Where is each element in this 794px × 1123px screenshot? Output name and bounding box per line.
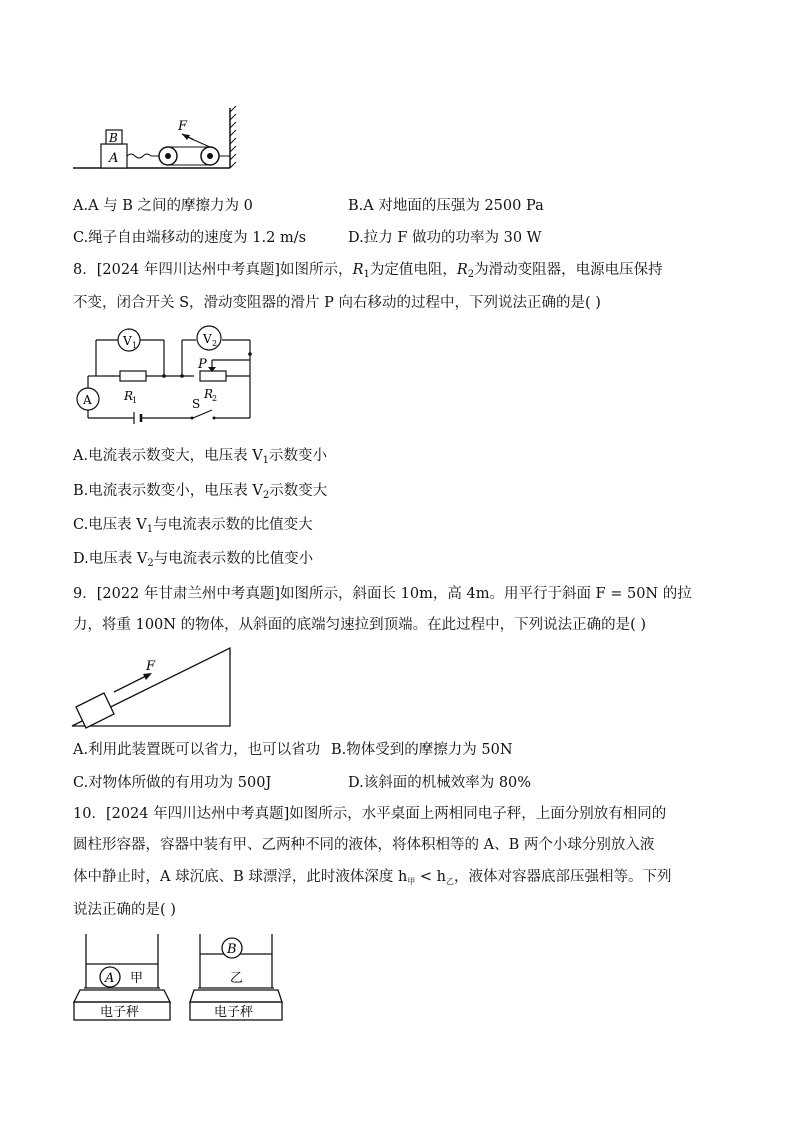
- q7-option-c: C.绳子自由端移动的速度为 1.2 m/s: [73, 230, 307, 246]
- q8-option-a: A.电流表示数变大，电压表 $V_1$示数变小: [73, 448, 328, 466]
- q10-stem-line3: 体中静止时，A 球沉底、B 球漂浮，此时液体深度 $h_甲 < h_乙$，液体对容器底部压强相等。下列: [73, 869, 672, 886]
- v2-sub: 2: [212, 339, 218, 348]
- force-label: F: [178, 119, 188, 134]
- scale-2-label: 电子秤: [214, 1005, 254, 1020]
- q9-option-d: D.该斜面的机械效率为 80%: [348, 775, 532, 791]
- ammeter-label: A: [83, 393, 92, 407]
- q9-stem-line1: 9．[2022 年甘肃兰州中考真题]如图所示，斜面长 10m，高 4m。用平行于斜面 F = 50N 的拉: [73, 586, 692, 602]
- q8-r2: R: [456, 262, 468, 278]
- r2-label-sub: 2: [212, 394, 218, 403]
- r2-resistor: [200, 371, 226, 381]
- v1-label: V: [123, 334, 132, 348]
- slider-label: P: [198, 357, 207, 372]
- q8-stem-mid: 为定值电阻，: [369, 262, 457, 278]
- q8-r2-sub: 2: [467, 269, 475, 280]
- block-a-label: A: [109, 151, 119, 166]
- liquid-2-label: 乙: [230, 971, 244, 986]
- r1-resistor: [120, 371, 146, 381]
- q10-stem-line2: 圆柱形容器，容器中装有甲、乙两种不同的液体，将体积相等的 A、B 两个小球分别放入液: [73, 837, 655, 853]
- q8-stem-post: 为滑动变阻器，电源电压保持: [474, 262, 663, 278]
- pulley-figure: [70, 104, 240, 176]
- r2-label: R: [204, 387, 214, 401]
- q10-stem-line4: 说法正确的是( ): [73, 902, 176, 918]
- q8-option-c: C.电压表 $V_1$与电流表示数的比值变大: [73, 517, 313, 535]
- q9-option-c: C.对物体所做的有用功为 500J: [73, 775, 272, 791]
- q8-r1: R: [352, 262, 364, 278]
- incline-force-label: F: [146, 659, 156, 674]
- scale-1-label: 电子秤: [100, 1005, 140, 1020]
- v2-label: V: [203, 332, 212, 346]
- r1-label-sub: 1: [132, 396, 138, 405]
- v1-sub: 1: [132, 341, 138, 350]
- q10-stem-line1: 10．[2024 年四川达州中考真题]如图所示，水平桌面上两相同电子秤，上面分别放有相同的: [73, 806, 667, 822]
- containers-figure: [70, 930, 284, 1024]
- ball-a-label: A: [105, 971, 115, 986]
- incline-figure: [70, 644, 236, 730]
- q7-option-d: D.拉力 F 做功的功率为 30 W: [348, 230, 542, 246]
- circuit-figure: [74, 322, 256, 428]
- q8-option-d: D.电压表 $V_2$与电流表示数的比值变小: [73, 551, 314, 569]
- q9-stem-line2: 力，将重 100N 的物体，从斜面的底端匀速拉到顶端。在此过程中，下列说法正确的是( ): [73, 617, 647, 633]
- block-b-label: B: [109, 131, 118, 145]
- q7-option-a: A.A 与 B 之间的摩擦力为 0: [73, 198, 253, 214]
- q8-r1-sub: 1: [363, 269, 370, 280]
- q9-option-b: B.物体受到的摩擦力为 50N: [331, 742, 513, 758]
- q7-option-b: B.A 对地面的压强为 2500 Pa: [348, 198, 544, 214]
- q8-stem-line1: [73, 260, 663, 280]
- q9-option-a: A.利用此装置既可以省力，也可以省功: [73, 742, 321, 758]
- r1-label: R: [124, 389, 134, 403]
- switch-label: S: [192, 397, 201, 411]
- q8-option-b: B.电流表示数变小，电压表 $V_2$示数变大: [73, 483, 328, 501]
- liquid-1-label: 甲: [130, 971, 144, 986]
- q8-stem-pre: 8．[2024 年四川达州中考真题]如图所示，: [73, 262, 353, 278]
- ball-b-label: B: [227, 942, 237, 957]
- q8-stem-line2: 不变，闭合开关 S，滑动变阻器的滑片 P 向右移动的过程中，下列说法正确的是( ): [73, 295, 601, 311]
